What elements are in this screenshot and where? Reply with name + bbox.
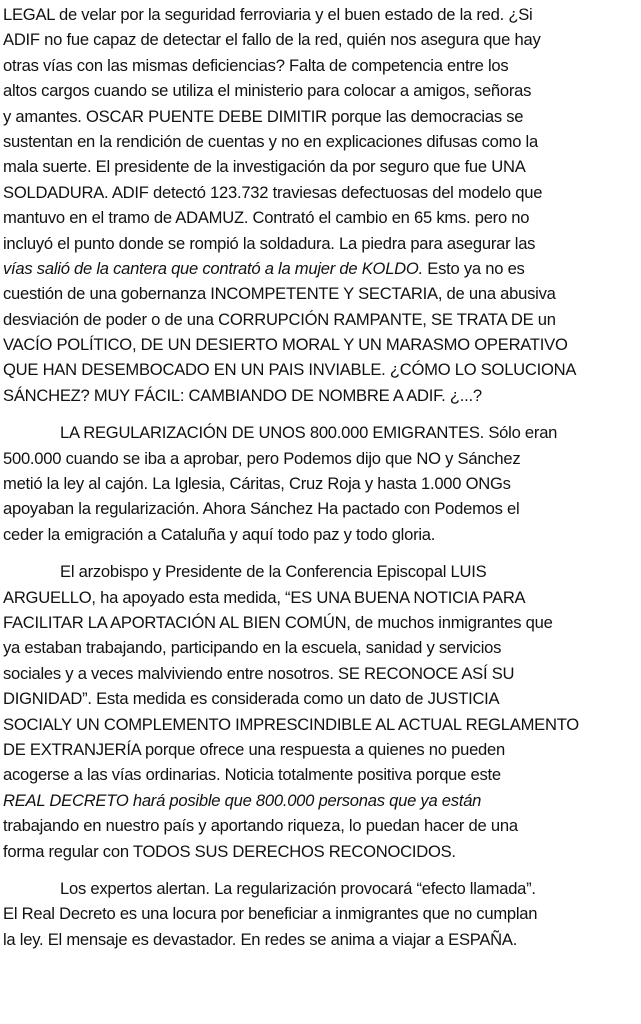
text-segment: ARGUELLO, ha apoyado esta medida, “ES UNA BUENA NOTICIA PARA (3, 587, 526, 607)
text-segment: SOLDADURA. ADIF detectó 123.732 traviesas defectuosas del modelo que (3, 182, 543, 202)
text-line (3, 496, 641, 521)
text-line (3, 332, 641, 357)
text-line (3, 471, 641, 496)
text-segment: mantuvo en el tramo de ADAMUZ. Contrató el cambio en 65 kms. pero no (3, 208, 530, 228)
text-segment: y amantes. OSCAR PUENTE DEBE DIMITIR porque las democracias se (3, 106, 524, 126)
text-line (3, 686, 641, 711)
text-line (3, 53, 641, 78)
text-line (3, 78, 641, 103)
text-segment: altos cargos cuando se utiliza el ministerio para colocar a amigos, señoras (3, 81, 532, 101)
text-line (3, 737, 641, 762)
text-segment: VACÍO POLÍTICO, DE UN DESIERTO MORAL Y UN MARASMO OPERATIVO (3, 335, 568, 355)
text-segment: sociales y a veces malviviendo entre nosotros. SE RECONOCE ASÍ SU (3, 663, 515, 683)
text-segment: la ley. El mensaje es devastador. En redes se anima a viajar a ESPAÑA. (3, 929, 518, 949)
text-segment: DIGNIDAD”. Esta medida es considerada como un dato de JUSTICIA (3, 689, 500, 709)
italic-text: REAL DECRETO hará posible que 800.000 personas que ya están (3, 790, 482, 810)
text-line (3, 104, 641, 129)
text-segment: El arzobispo y Presidente de la Conferencia Episcopal LUIS (60, 562, 487, 582)
paragraph (3, 876, 641, 952)
text-segment: trabajando en nuestro país y aportando riqueza, lo puedan hacer de una (3, 816, 518, 836)
text-line (3, 383, 641, 408)
paragraph (3, 420, 641, 547)
text-line (3, 927, 641, 952)
text-segment: Los expertos alertan. La regularización provocará “efecto llamada”. (60, 878, 536, 898)
text-line (3, 635, 641, 660)
text-line (3, 712, 641, 737)
text-segment: apoyaban la regularización. Ahora Sánchez Ha pactado con Podemos el (3, 499, 520, 519)
text-segment: DE EXTRANJERÍA porque ofrece una respuesta a quienes no pueden (3, 739, 505, 759)
italic-text: vías salió de la cantera que contrató a la mujer de KOLDO. (3, 258, 423, 278)
text-segment: incluyó el punto donde se rompió la soldadura. La piedra para asegurar las (3, 233, 536, 253)
text-line (3, 559, 641, 584)
text-line (3, 661, 641, 686)
text-line (3, 839, 641, 864)
text-segment: otras vías con las mismas deficiencias? Falta de competencia entre los (3, 55, 509, 75)
text-segment: mala suerte. El presidente de la investigación da por seguro que fue UNA (3, 157, 526, 177)
paragraph (3, 559, 641, 864)
text-segment: FACILITAR LA APORTACIÓN AL BIEN COMÚN, de muchos inmigrantes que (3, 612, 553, 632)
text-line (3, 27, 641, 52)
text-segment: ceder la emigración a Cataluña y aquí todo paz y todo gloria. (3, 524, 436, 544)
text-segment: forma regular con TODOS SUS DERECHOS RECONOCIDOS. (3, 841, 456, 861)
text-line (3, 256, 641, 281)
text-segment: El Real Decreto es una locura por beneficiar a inmigrantes que no cumplan (3, 904, 538, 924)
text-segment: SOCIALY UN COMPLEMENTO IMPRESCINDIBLE AL ACTUAL REGLAMENTO (3, 714, 579, 734)
text-segment: desviación de poder o de una CORRUPCIÓN RAMPANTE, SE TRATA DE un (3, 309, 556, 329)
text-line (3, 205, 641, 230)
text-line (3, 762, 641, 787)
text-line (3, 357, 641, 382)
text-line (3, 522, 641, 547)
text-line (3, 446, 641, 471)
text-segment: 500.000 cuando se iba a aprobar, pero Podemos dijo que NO y Sánchez (3, 448, 521, 468)
paragraph (3, 2, 641, 408)
text-segment: cuestión de una gobernanza INCOMPETENTE Y SECTARIA, de una abusiva (3, 284, 556, 304)
text-line (3, 129, 641, 154)
text-line (3, 154, 641, 179)
text-segment: acogerse a las vías ordinarias. Noticia totalmente positiva porque este (3, 765, 501, 785)
text-segment: Esto ya no es (422, 258, 525, 278)
text-line (3, 307, 641, 332)
text-segment: ADIF no fue capaz de detectar el fallo de la red, quién nos asegura que hay (3, 30, 541, 50)
text-segment: metió la ley al cajón. La Iglesia, Cáritas, Cruz Roja y hasta 1.000 ONGs (3, 474, 511, 494)
text-line (3, 788, 641, 813)
text-segment: sustentan en la rendición de cuentas y no en explicaciones difusas como la (3, 131, 538, 151)
text-segment: LEGAL de velar por la seguridad ferroviaria y el buen estado de la red. ¿Si (3, 5, 533, 24)
text-line (3, 180, 641, 205)
text-segment: ya estaban trabajando, participando en la escuela, sanidad y servicios (3, 638, 502, 658)
text-line (3, 231, 641, 256)
text-line (3, 585, 641, 610)
text-line (3, 876, 641, 901)
text-segment: LA REGULARIZACIÓN DE UNOS 800.000 EMIGRANTES. Sólo eran (60, 423, 558, 443)
text-line (3, 901, 641, 926)
document-page (3, 2, 641, 964)
text-line (3, 420, 641, 445)
text-line (3, 281, 641, 306)
text-segment: QUE HAN DESEMBOCADO EN UN PAIS INVIABLE. ¿CÓMO LO SOLUCIONA (3, 360, 577, 380)
text-line (3, 2, 641, 27)
text-line (3, 813, 641, 838)
text-segment: SÁNCHEZ? MUY FÁCIL: CAMBIANDO DE NOMBRE A ADIF. ¿...? (3, 385, 482, 405)
text-line (3, 610, 641, 635)
